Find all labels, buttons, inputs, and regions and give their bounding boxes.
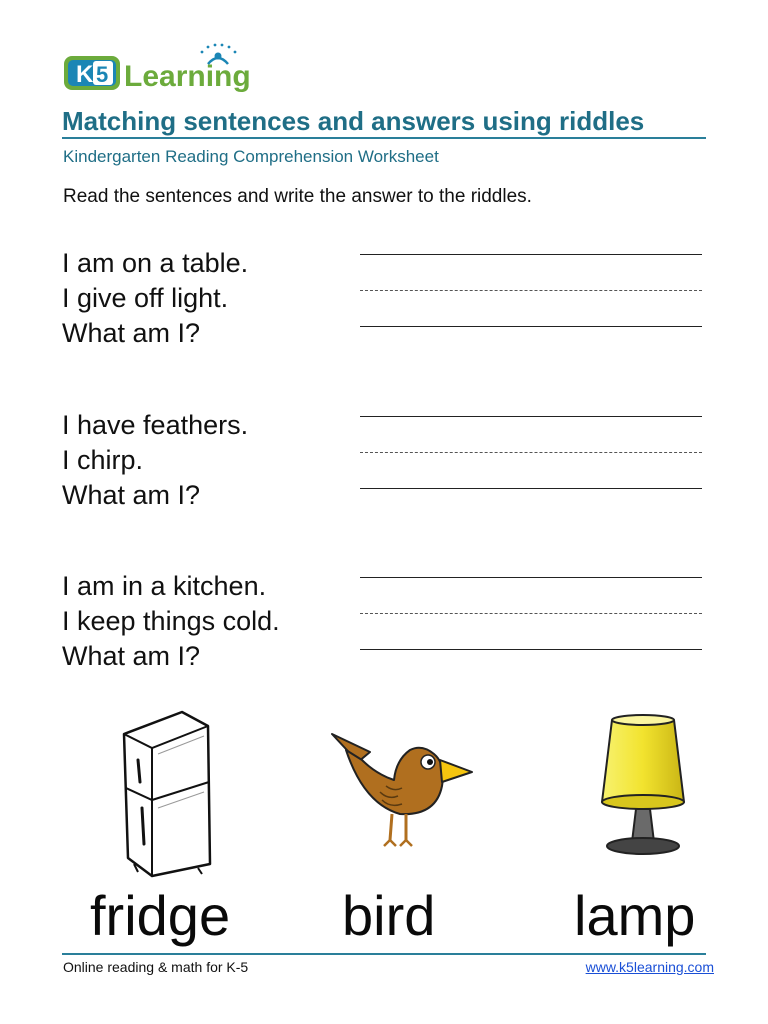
answer-midline bbox=[360, 452, 702, 453]
fridge-icon bbox=[112, 708, 216, 878]
instructions: Read the sentences and write the answer to the riddles. bbox=[63, 186, 532, 207]
svg-text:5: 5 bbox=[96, 62, 109, 87]
riddle-block bbox=[62, 571, 722, 681]
bird-icon bbox=[324, 728, 476, 856]
footer-divider bbox=[62, 953, 706, 955]
answer-word-fridge: fridge bbox=[90, 884, 231, 947]
page-title: Matching sentences and answers using riddles bbox=[62, 106, 706, 139]
answer-word-bird: bird bbox=[342, 884, 436, 947]
answer-baseline bbox=[360, 326, 702, 327]
answer-baseline bbox=[360, 488, 702, 489]
answer-midline bbox=[360, 290, 702, 291]
lamp-icon bbox=[598, 712, 690, 858]
answer-writing-line[interactable] bbox=[360, 254, 702, 255]
riddle-line: I am in a kitchen. bbox=[62, 571, 267, 601]
riddle-block bbox=[62, 410, 722, 520]
answer-writing-line[interactable] bbox=[360, 577, 702, 578]
riddle-line: What am I? bbox=[62, 641, 201, 671]
footer-website-link[interactable]: www.k5learning.com bbox=[585, 959, 714, 975]
riddle-block bbox=[62, 248, 722, 358]
page-subtitle: Kindergarten Reading Comprehension Worksheet bbox=[63, 147, 439, 166]
answer-writing-line[interactable] bbox=[360, 416, 702, 417]
riddle-line: I am on a table. bbox=[62, 248, 249, 278]
answer-baseline bbox=[360, 649, 702, 650]
footer-tagline: Online reading & math for K-5 bbox=[63, 959, 249, 975]
svg-text:K: K bbox=[76, 61, 94, 88]
riddle-line: I chirp. bbox=[62, 445, 144, 475]
riddle-line: I have feathers. bbox=[62, 410, 249, 440]
riddle-line: What am I? bbox=[62, 480, 201, 510]
answer-word-lamp: lamp bbox=[574, 884, 696, 947]
riddle-line: I keep things cold. bbox=[62, 606, 280, 636]
svg-text:Learning: Learning bbox=[124, 60, 251, 93]
answer-midline bbox=[360, 613, 702, 614]
riddle-line: I give off light. bbox=[62, 283, 229, 313]
riddle-line: What am I? bbox=[62, 318, 201, 348]
k5-learning-logo bbox=[62, 42, 262, 94]
